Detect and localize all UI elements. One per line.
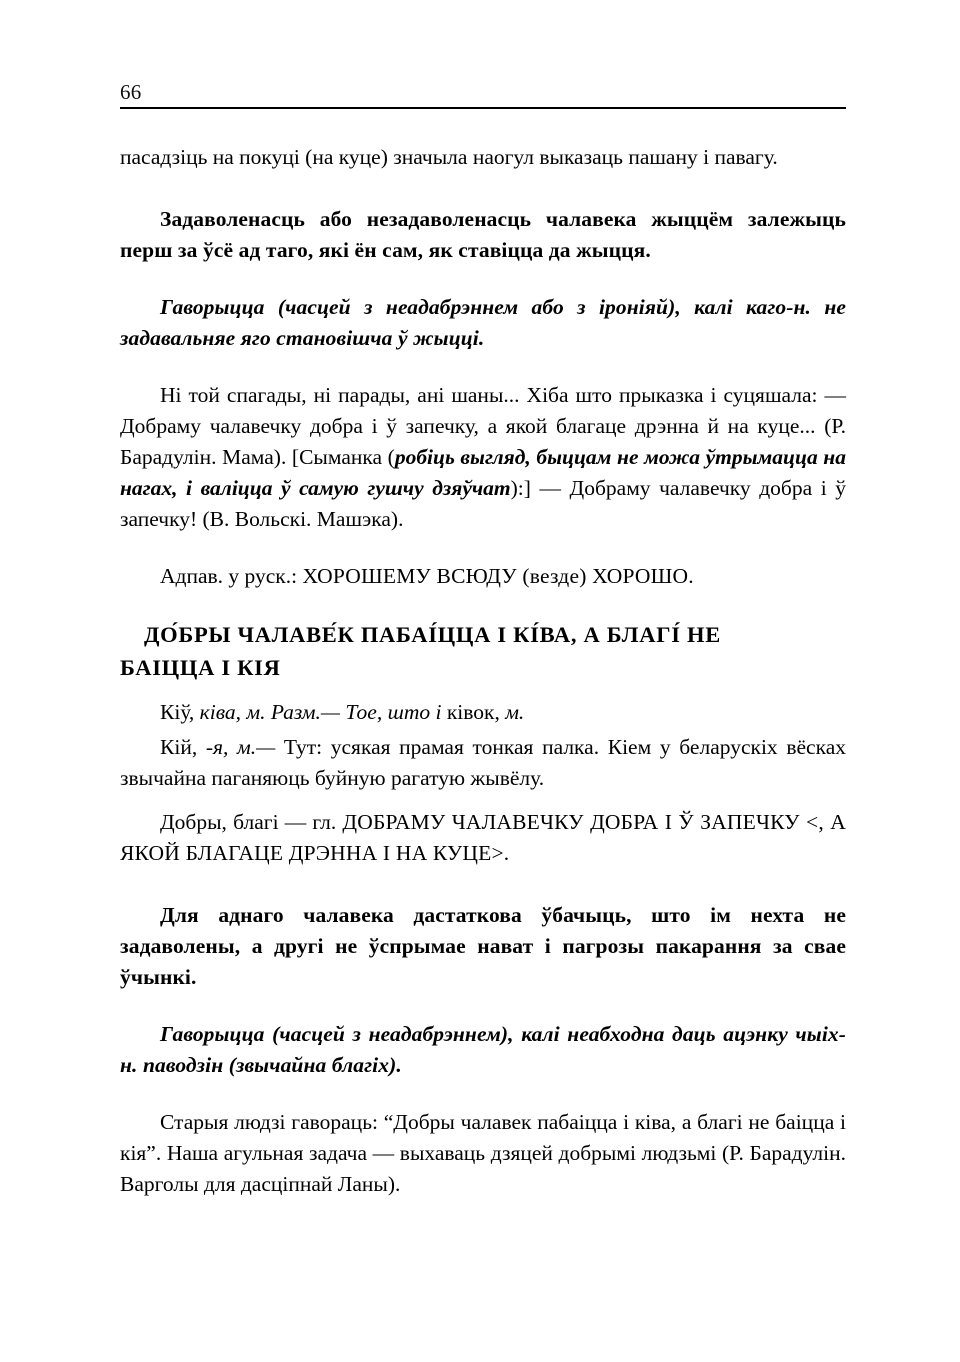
illustration-run-bolditalic: робіць выгляд, быццам не можа ўтрымацца на нагах, і валіцца ў самую гушчу дзяўчат [120,445,846,500]
definition-block-1: Задаволенасць або незадаволенасць чалавека жыццём залежыць перш за ўсё ад таго, які ён сам, як ставіцца да жыцця. [120,207,846,262]
gloss-1-lemma: Кіў, [160,700,200,724]
headword-line-1: ДО́БРЫ ЧАЛАВЕ́К ПАБАІ́ЦЦА І КІ́ВА, А БЛАГІ́ НЕ [144,622,721,647]
definition-block-2: Для аднаго чалавека дастаткова ўбачыць, што ім нехта не задаволены, а другі не ўспрымае нават і пагрозы пакарання за свае ўчынкі. [120,903,846,989]
gloss-1-reference: ківок, [446,700,506,724]
illustration-block-1 [120,380,846,535]
illustration-run-plain-1: Ні той спагады, ні парады, ані шаны... Хіба што прыказка і суцяшала: — Добраму чалавечку добра і ў запечку, а якой благаце дрэнна й на куце... (Р. Барадулін. Мама). [Сыманка ( [120,383,846,469]
gloss-entry-2 [120,732,846,794]
equivalent-text: ХОРОШЕМУ ВСЮДУ (везде) ХОРОШО. [302,564,694,588]
equivalent-label: Адпав. у руск.: [160,564,303,588]
page-header [120,82,846,109]
cross-reference [120,807,846,869]
gloss-2-text: Тут: усякая прамая тонкая палка. Кіем у беларускіх вёсках звычайна паганяюць буйную рагатую жывёлу. [120,735,846,790]
gloss-1-grammar: ківа, м. Разм.— Тое, што і [199,700,447,724]
header-rule [120,107,846,109]
illustration-run-plain-2: ):] — Добраму чалавечку добра і ў запечку! (В. Вольскі. Машэка). [120,476,846,531]
text-column [120,142,846,1200]
illustration-block-2: Старыя людзі гавораць: “Добры чалавек пабаіцца і ківа, а благі не баіцца і кія”. Наша агульная задача — выхаваць дзяцей добрымі людзьмі (Р. Барадулін. Варголы для дасціпнай Ланы). [120,1110,846,1196]
equivalent-line [120,561,846,592]
cross-reference-target: ДОБРАМУ ЧАЛАВЕЧКУ ДОБРА І Ў ЗАПЕЧКУ <, А ЯКОЙ БЛАГАЦЕ ДРЭННА І НА КУЦЕ>. [120,810,846,865]
headword-entry [120,618,846,684]
gloss-2-grammar: -я, м.— [205,735,284,759]
cross-reference-lead: Добры, благі — гл. [160,810,343,834]
gloss-entry-1 [120,697,846,728]
headword-line-2: БАІЦЦА І КІЯ [120,655,281,680]
gloss-1-gender: м. [505,700,525,724]
paragraph-continuation: пасадзіць на покуці (на куце) значыла наогул выказаць пашану і павагу. [120,145,778,169]
folio-number: 66 [120,80,142,104]
usage-note-1: Гаворыцца (часцей з неадабрэннем або з іроніяй), калі каго-н. не задавальняе яго становішча ў жыцці. [120,295,846,350]
usage-note-2: Гаворыцца (часцей з неадабрэннем), калі неабходна даць ацэнку чыіх-н. паводзін (звычайна благіх). [120,1022,846,1077]
gloss-2-lemma: Кій, [160,735,206,759]
